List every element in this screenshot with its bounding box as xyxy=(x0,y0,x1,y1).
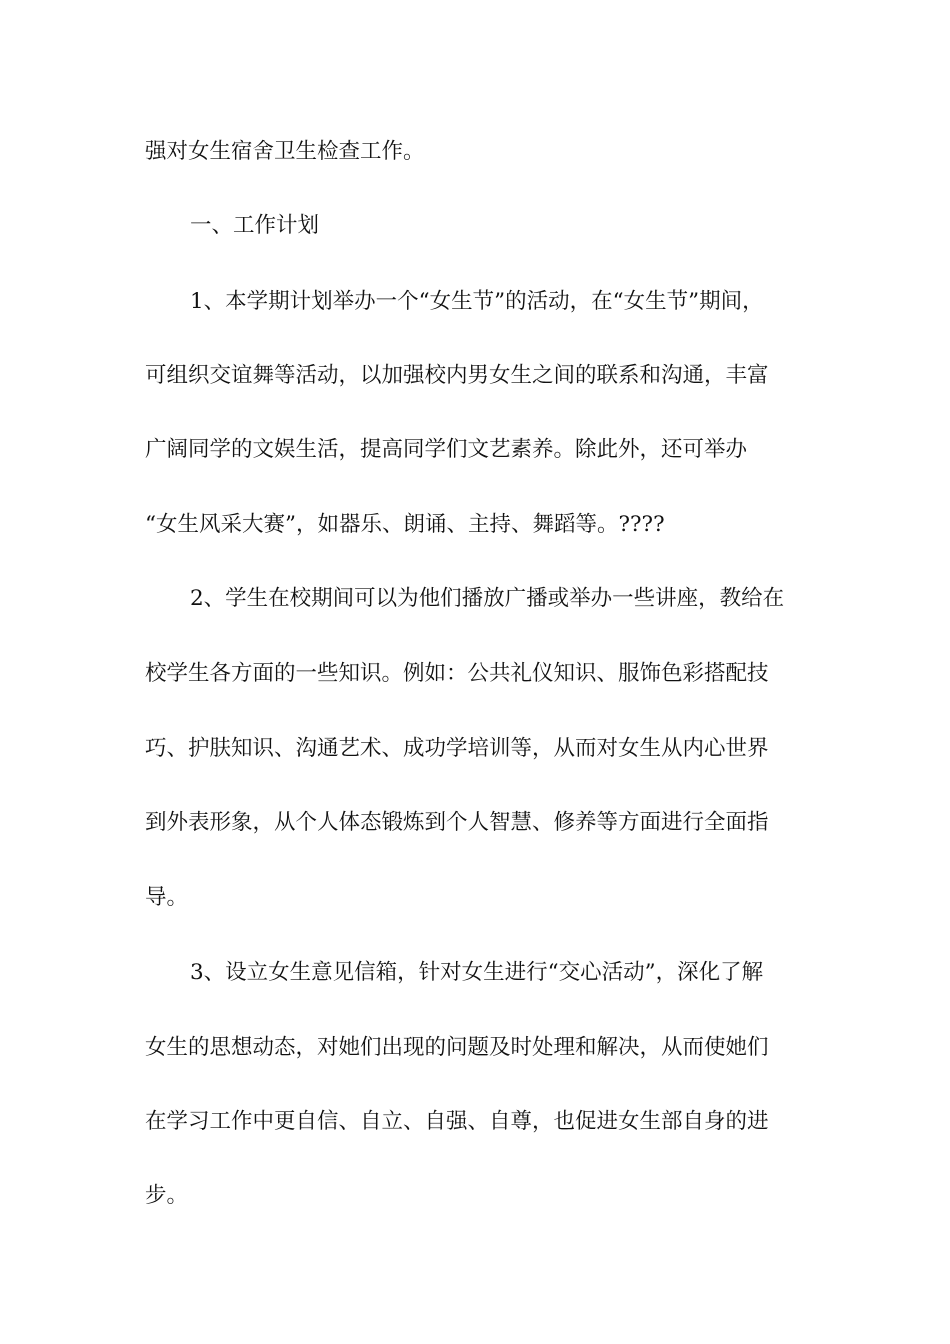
text-line: “女生风采大赛”，如器乐、朗诵、主持、舞蹈等。???? xyxy=(145,512,665,537)
text-line: 步。 xyxy=(145,1183,189,1208)
text-line: 可组织交谊舞等活动，以加强校内男女生之间的联系和沟通，丰富 xyxy=(145,363,769,388)
text-line: 校学生各方面的一些知识。例如：公共礼仪知识、服饰色彩搭配技 xyxy=(145,661,769,686)
text-line: 到外表形象，从个人体态锻炼到个人智慧、修养等方面进行全面指 xyxy=(145,810,769,835)
text-line: 3、设立女生意见信箱，针对女生进行“交心活动”，深化了解 xyxy=(190,960,764,985)
text-line: 女生的思想动态，对她们出现的问题及时处理和解决，从而使她们 xyxy=(145,1035,769,1060)
text-line: 1、本学期计划举办一个“女生节”的活动，在“女生节”期间， xyxy=(190,289,764,314)
text-line: 2、学生在校期间可以为他们播放广播或举办一些讲座，教给在 xyxy=(190,586,785,611)
text-line: 强对女生宿舍卫生检查工作。 xyxy=(145,139,425,164)
section-heading: 一、工作计划 xyxy=(190,213,320,238)
text-line: 导。 xyxy=(145,885,189,910)
text-line: 巧、护肤知识、沟通艺术、成功学培训等，从而对女生从内心世界 xyxy=(145,736,769,761)
text-line: 在学习工作中更自信、自立、自强、自尊，也促进女生部自身的进 xyxy=(145,1109,769,1134)
text-line: 广阔同学的文娱生活，提高同学们文艺素养。除此外，还可举办 xyxy=(145,437,748,462)
